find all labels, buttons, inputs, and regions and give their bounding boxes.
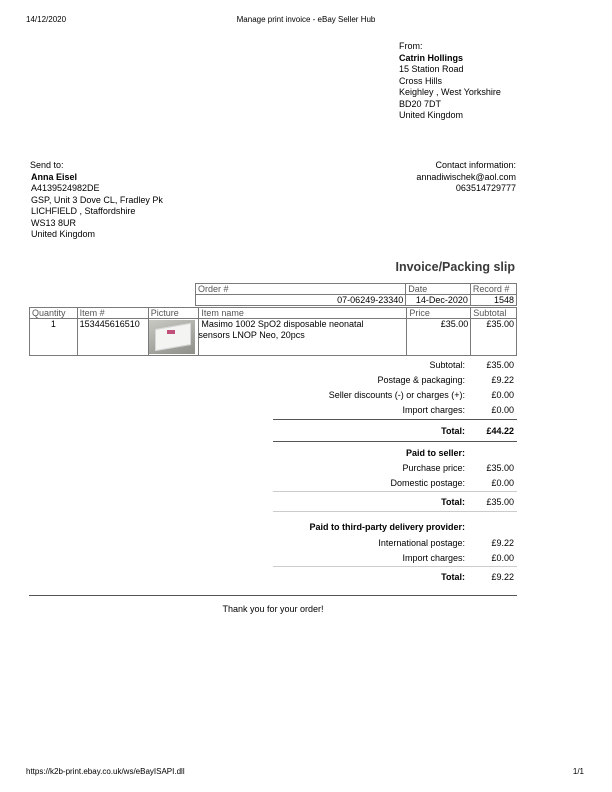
import-charges-label: Import charges: [402, 405, 465, 415]
order-date: 14-Dec-2020 [406, 295, 471, 306]
totals-divider [273, 441, 517, 442]
print-page-title: Manage print invoice - eBay Seller Hub [236, 15, 376, 24]
print-url: https://k2b-print.ebay.co.uk/ws/eBayISAPI.dll [26, 767, 185, 776]
items-table [29, 307, 517, 356]
discounts-label: Seller discounts (-) or charges (+): [328, 390, 465, 400]
thank-you-message: Thank you for your order! [222, 604, 324, 614]
total-label: Total: [441, 426, 465, 436]
third-party-import-value: £0.00 [491, 553, 514, 563]
from-line: BD20 7DT [399, 98, 442, 109]
from-line: Keighley , West Yorkshire [399, 87, 501, 97]
from-line: 15 Station Road [399, 64, 464, 74]
subtotal-header: Subtotal [471, 308, 517, 319]
import-charges-value: £0.00 [491, 405, 514, 415]
contact-label: Contact information: [435, 160, 516, 170]
order-date-header: Date [406, 284, 471, 295]
item-name-line: sensors LNOP Neo, 20pcs [198, 330, 305, 340]
seller-divider [273, 511, 517, 512]
domestic-postage-label: Domestic postage: [390, 478, 465, 488]
third-party-total-value: £9.22 [491, 572, 514, 582]
invoice-title: Invoice/Packing slip [395, 260, 515, 274]
send-to-line: LICHFIELD , Staffordshire [31, 206, 136, 216]
international-postage-label: International postage: [378, 538, 465, 548]
purchase-price-value: £35.00 [486, 463, 514, 473]
picture-header: Picture [148, 308, 199, 319]
quantity-header: Quantity [30, 308, 78, 319]
contact-information [416, 160, 516, 195]
item-picture [149, 320, 195, 354]
item-name-header: Item name [199, 308, 407, 319]
domestic-postage-value: £0.00 [491, 478, 514, 488]
contact-phone: 063514729777 [455, 183, 516, 193]
paid-to-seller-heading: Paid to seller: [405, 448, 465, 458]
item-number-header: Item # [77, 308, 148, 319]
footer-divider [29, 595, 517, 596]
third-party-heading: Paid to third-party delivery provider: [309, 522, 465, 532]
item-subtotal: £35.00 [471, 319, 517, 356]
third-party-total-label: Total: [441, 572, 465, 582]
international-postage-value: £9.22 [491, 538, 514, 548]
order-number-header: Order # [196, 284, 406, 295]
send-to-line: United Kingdom [31, 229, 96, 239]
send-to-line: WS13 8UR [31, 217, 77, 228]
record-number: 1548 [470, 295, 516, 306]
order-number: 07-06249-23340 [196, 295, 406, 306]
postage-value: £9.22 [491, 375, 514, 385]
seller-total-label: Total: [441, 497, 465, 507]
from-name: Catrin Hollings [399, 52, 464, 63]
item-quantity: 1 [30, 319, 78, 356]
subtotal-label: Subtotal: [429, 360, 465, 370]
seller-divider [273, 491, 517, 492]
third-party-import-label: Import charges: [402, 553, 465, 563]
purchase-price-label: Purchase price: [402, 463, 465, 473]
send-to-name: Anna Eisel [31, 171, 78, 182]
subtotal-value: £35.00 [486, 360, 514, 370]
third-party-divider [273, 566, 517, 567]
order-details-table [195, 283, 517, 306]
item-price: £35.00 [407, 319, 471, 356]
send-to-line: GSP, Unit 3 Dove CL, Fradley Pk [31, 194, 163, 205]
item-name-line: Masimo 1002 SpO2 disposable neonatal [201, 319, 364, 329]
print-page-number: 1/1 [572, 767, 584, 776]
price-header: Price [407, 308, 471, 319]
item-picture-cell [148, 319, 199, 356]
send-to-address [30, 160, 163, 241]
item-name [199, 319, 407, 356]
postage-label: Postage & packaging: [377, 375, 465, 385]
send-to-label: Send to: [30, 160, 64, 170]
record-number-header: Record # [470, 284, 516, 295]
table-row [30, 319, 517, 356]
from-line: Cross Hills [399, 75, 443, 86]
item-number: 153445616510 [77, 319, 148, 356]
from-line: United Kingdom [399, 110, 464, 120]
from-address [399, 41, 501, 122]
totals-divider [273, 419, 517, 420]
contact-email: annadiwischek@aol.com [416, 171, 516, 182]
from-label: From: [399, 41, 423, 51]
discounts-value: £0.00 [491, 390, 514, 400]
send-to-line: A4139524982DE [31, 183, 100, 193]
print-date: 14/12/2020 [26, 15, 67, 24]
total-value: £44.22 [486, 426, 514, 436]
seller-total-value: £35.00 [486, 497, 514, 507]
